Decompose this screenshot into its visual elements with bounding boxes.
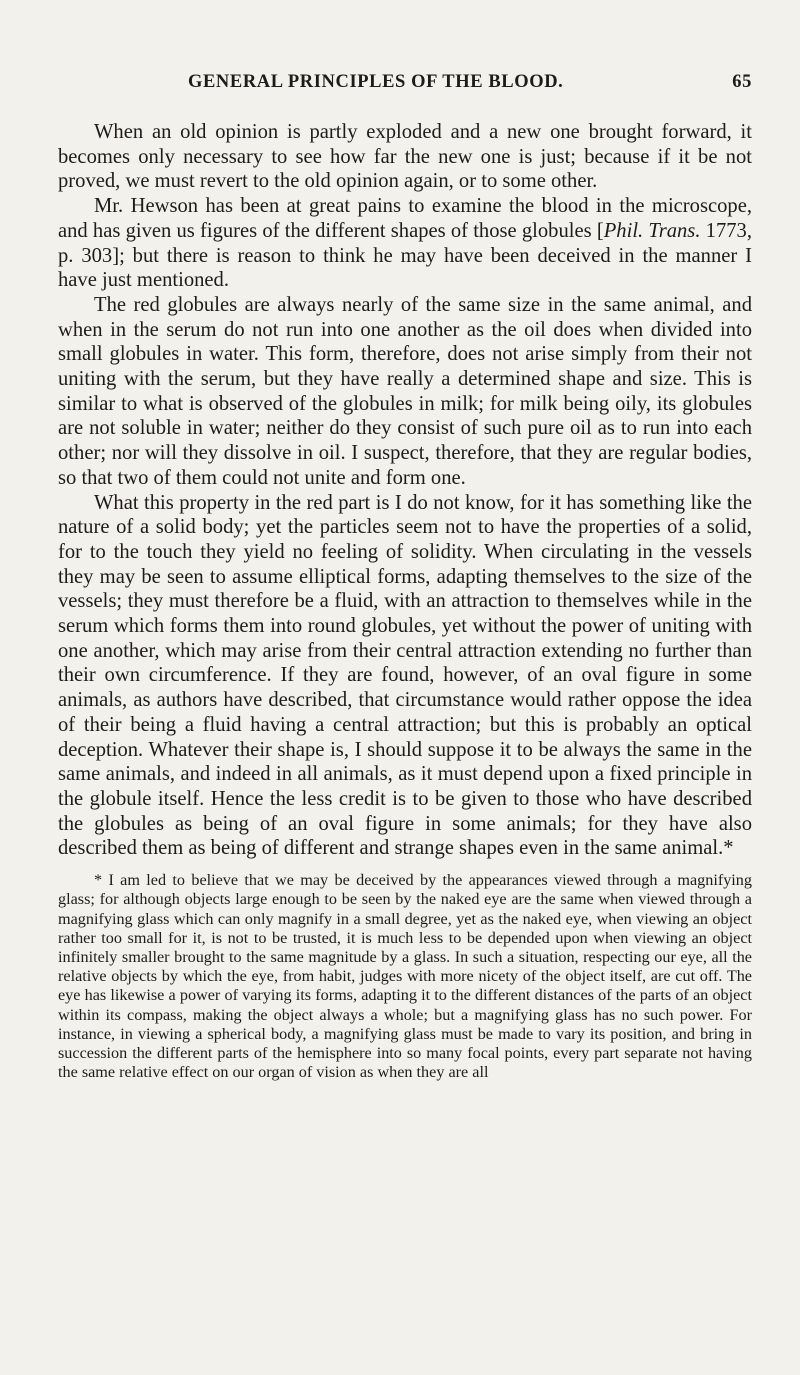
running-title: GENERAL PRINCIPLES OF THE BLOOD. xyxy=(188,72,564,92)
paragraph-1: When an old opinion is partly exploded and a new one brought forward, it becomes only necessary to see how far the new one is just; because if it be not proved, we must revert to the old opinion again, or to some other. xyxy=(58,121,752,193)
paragraph-2-text-start: Mr. Hewson has been at great pains to examine the blood in the microscope, and has given us figures of the different shapes of those globules [ xyxy=(58,195,752,242)
page-number: 65 xyxy=(732,72,752,92)
paragraph-2-text-end: 1773, p. 303]; but there is reason to think he may have been deceived in the manner I have just mentioned. xyxy=(58,219,752,292)
paragraph-3: The red globules are always nearly of the same size in the same animal, and when in the serum do not run into one another as the oil does when divided into small globules in water. This form, therefore, does not arise simply from their not uniting with the serum, but they have really a determined shape and size. This is similar to what is observed of the globules in milk; for milk being oily, its globules are not soluble in water; neither do they consist of such pure oil as to run into each other; nor will they dissolve in oil. I suspect, therefore, that they are regular bodies, so that two of them could not unite and form one. xyxy=(58,293,752,489)
book-page xyxy=(58,72,752,1082)
footnote: * I am led to believe that we may be deceived by the appearances viewed through a magnifying glass; for although objects large enough to be seen by the naked eye are the same when viewed through a magnifying glass which can only magnify in a small degree, yet as the naked eye, when viewing an object rather too small for it, is not to be trusted, it is much less to be depended upon when viewing an object infinitely smaller brought to the same magnitude by a glass. In such a situation, respecting our eye, all the relative objects by which the eye, from habit, judges with more nicety of the object itself, are cut off. The eye has likewise a power of varying its forms, adapting it to the different distances of the parts of an object within its compass, making the object always a whole; but a magnifying glass has no such power. For instance, in viewing a spherical body, a magnifying glass must be made to vary its position, and bring in succession the different parts of the hemisphere into so many focal points, every part separate not having the same relative effect on our organ of vision as when they are all xyxy=(58,871,752,1082)
running-header xyxy=(58,72,752,102)
citation-phil-trans: Phil. Trans. xyxy=(603,219,701,242)
paragraph-4: What this property in the red part is I do not know, for it has something like the nature of a solid body; yet the particles seem not to have the properties of a solid, for to the touch they yield no feeling of solidity. When circulating in the vessels they may be seen to assume elliptical forms, adapting themselves to the size of the vessels; they must therefore be a fluid, with an attraction to themselves while in the serum which forms them into round globules, yet without the power of uniting with one another, which may arise from their central attraction extending no further than their own circumference. If they are found, however, of an oval figure in some animals, as authors have described, that circumstance would rather oppose the idea of their being a fluid having a central attraction; but this is probably an optical deception. Whatever their shape is, I should suppose it to be always the same in the same animals, and indeed in all animals, as it must depend upon a fixed principle in the globule itself. Hence the less credit is to be given to those who have described the globules as being of an oval figure in some animals; for they have also described them as being of different and strange shapes even in the same animal.* xyxy=(58,491,752,860)
paragraph-2 xyxy=(58,194,752,293)
